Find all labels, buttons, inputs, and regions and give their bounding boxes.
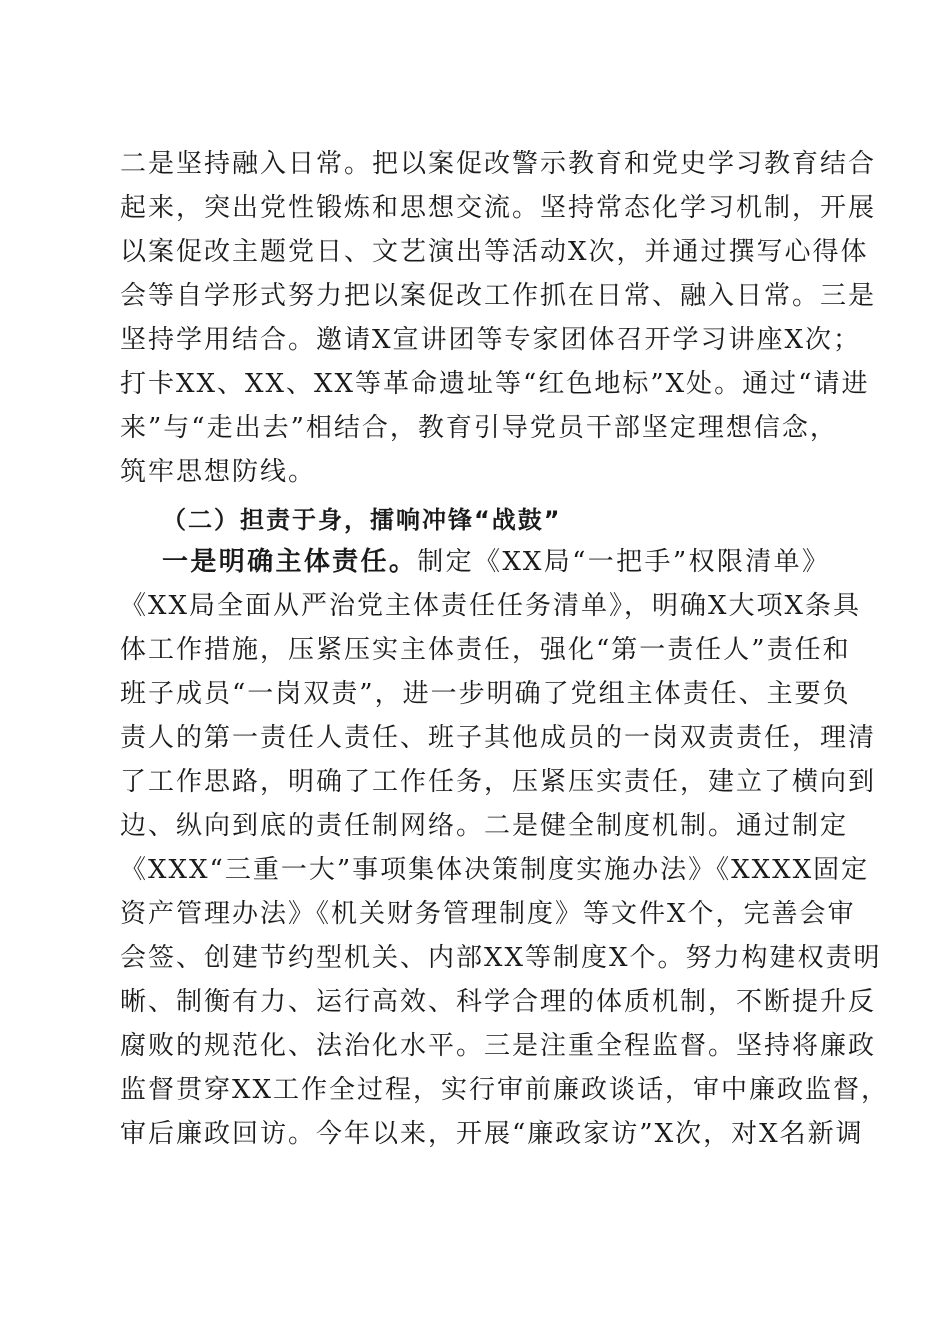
text-line: 《XXX“三重一大”事项集体决策制度实施办法》《XXXX固定 bbox=[120, 855, 870, 885]
text-line: 资产管理办法》《机关财务管理制度》等文件X个，完善会审 bbox=[120, 899, 856, 929]
text-line: 审后廉政回访。今年以来，开展“廉政家访”X次，对X名新调 bbox=[120, 1119, 864, 1149]
text-line: 坚持学用结合。邀请X宣讲团等专家团体召开学习讲座X次； bbox=[120, 325, 862, 355]
text-line: 《XX局全面从严治党主体责任任务清单》，明确X大项X条具 bbox=[120, 591, 862, 621]
text-line: 会签、创建节约型机关、内部XX等制度X个。努力构建权责明 bbox=[120, 943, 882, 973]
paragraph-lead-rest: 制定《XX局“一把手”权限清单》 bbox=[417, 547, 830, 577]
section-heading: （二）担责于身，擂响冲锋“战鼓” bbox=[162, 506, 562, 534]
text-line: 监督贯穿XX工作全过程，实行审前廉政谈话，审中廉政监督， bbox=[120, 1075, 890, 1105]
text-line: 以案促改主题党日、文艺演出等活动X次，并通过撰写心得体 bbox=[120, 237, 869, 267]
text-line: 晰、制衡有力、运行高效、科学合理的体质机制，不断提升反 bbox=[120, 987, 877, 1017]
text-line: 体工作措施，压紧压实主体责任，强化“第一责任人”责任和 bbox=[120, 635, 851, 665]
text-line: 起来，突出党性锻炼和思想交流。坚持常态化学习机制，开展 bbox=[120, 193, 877, 223]
text-line: 腐败的规范化、法治化水平。三是注重全程监督。坚持将廉政 bbox=[120, 1031, 877, 1061]
text-line: 会等自学形式努力把以案促改工作抓在日常、融入日常。三是 bbox=[120, 281, 877, 311]
text-line-first bbox=[162, 544, 830, 580]
text-line: 打卡XX、XX、XX等革命遗址等“红色地标”X处。通过“请进 bbox=[120, 369, 870, 399]
text-line: 班子成员“一岗双责”，进一步明确了党组主体责任、主要负 bbox=[120, 679, 851, 709]
text-line: 二是坚持融入日常。把以案促改警示教育和党史学习教育结合 bbox=[120, 149, 877, 179]
paragraph-lead: 一是明确主体责任。 bbox=[162, 547, 418, 577]
text-line: 边、纵向到底的责任制网络。二是健全制度机制。通过制定 bbox=[120, 811, 849, 841]
text-line: 筑牢思想防线。 bbox=[120, 457, 317, 487]
text-line: 了工作思路，明确了工作任务，压紧压实责任，建立了横向到 bbox=[120, 767, 877, 797]
text-line: 来”与“走出去”相结合，教育引导党员干部坚定理想信念， bbox=[120, 413, 838, 443]
text-line: 责人的第一责任人责任、班子其他成员的一岗双责责任，理清 bbox=[120, 723, 877, 753]
